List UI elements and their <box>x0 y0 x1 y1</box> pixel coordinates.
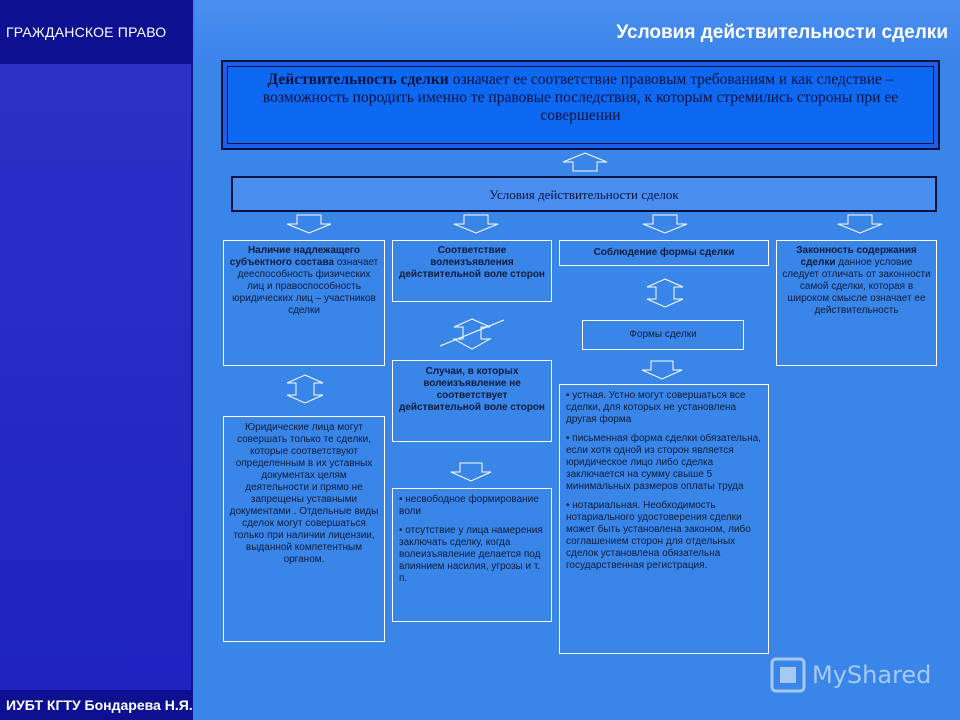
list-item: • несвободное формирование воли <box>399 494 539 517</box>
sidebar-header <box>0 0 193 64</box>
list-item: • нотариальная. Необходимость нотариального удостоверения сделки может быть установлена законом, либо соглашением сторон для отдельных сделок установлена обязательна государственная регистрация. <box>566 500 751 571</box>
forms-list <box>559 384 769 654</box>
footer <box>0 690 193 720</box>
list-item: • устная. Устно могут совершаться все сделки, для которых не установлена другая форма <box>566 390 746 425</box>
slide-header <box>195 0 960 64</box>
course-title: ГРАЖДАНСКОЕ ПРАВО <box>6 24 167 40</box>
definition-term: Действительность сделки <box>267 71 449 88</box>
condition-title: Наличие надлежащего субъектного состава <box>229 245 361 268</box>
definition-text <box>227 66 934 144</box>
list-item: • письменная форма сделки обязательна, если хотя одной из сторон является юридическое лицо либо сделка заключается на сумму свыше 5 минимальных размеров оплаты труда <box>566 433 761 492</box>
double-arrow-icon <box>646 278 684 308</box>
double-arrow-icon <box>286 374 324 404</box>
watermark <box>770 655 950 695</box>
definition-box <box>221 60 940 150</box>
condition-subject-composition <box>223 240 385 366</box>
down-arrow-icon <box>837 214 883 234</box>
watermark-text: MyShared <box>812 661 932 689</box>
condition-title: Законность содержания сделки <box>796 245 917 268</box>
condition-body: означает дееспособность физических лиц и правоспособность юридических лиц – участников сделки <box>232 257 379 316</box>
up-arrow-icon <box>562 152 608 172</box>
condition-content-legality <box>776 240 937 366</box>
sidebar <box>0 0 193 720</box>
condition-body: данное условие следует отличать от законности самой сделки, которая в широком смысле означает ее действительность <box>782 257 931 316</box>
mismatch-list <box>392 488 552 622</box>
slide-title: Условия действительности сделки <box>616 22 948 43</box>
crossed-double-arrow-icon <box>436 316 508 352</box>
down-arrow-icon <box>286 214 332 234</box>
down-arrow-icon <box>453 214 499 234</box>
down-arrow-icon <box>641 360 683 380</box>
down-arrow-icon <box>642 214 688 234</box>
footer-author: ИУБТ КГТУ Бондарева Н.Я. <box>6 697 193 713</box>
legal-entities-box: Юридические лица могут совершать только те сделки, которые соответствуют определенным в их уставных документах целям деятельности и прямо не запрещены уставными документами . Отдельные виды сделок могут совершаться только при наличии лицензии, выданной компетентным органом. <box>223 416 385 642</box>
condition-form: Соблюдение формы сделки <box>559 240 769 266</box>
myshared-logo-icon <box>770 657 806 693</box>
down-arrow-icon <box>450 462 492 482</box>
definition-body: означает ее соответствие правовым требованиям и как следствие – возможность породить именно те правовые последствия, к которым стремились стороны при ее совершении <box>262 71 899 124</box>
list-item: • отсутствие у лица намерения заключать сделку, когда волеизъявление делается под влиянием насилия, угрозы и т. п. <box>399 525 543 584</box>
conditions-header: Условия действительности сделок <box>231 176 937 212</box>
mismatch-cases-box: Случаи, в которых волеизъявление не соответствует действительной воле сторон <box>392 360 552 442</box>
forms-title-box: Формы сделки <box>582 320 744 350</box>
condition-will-match: Соответствие волеизъявления действительной воле сторон <box>392 240 552 302</box>
